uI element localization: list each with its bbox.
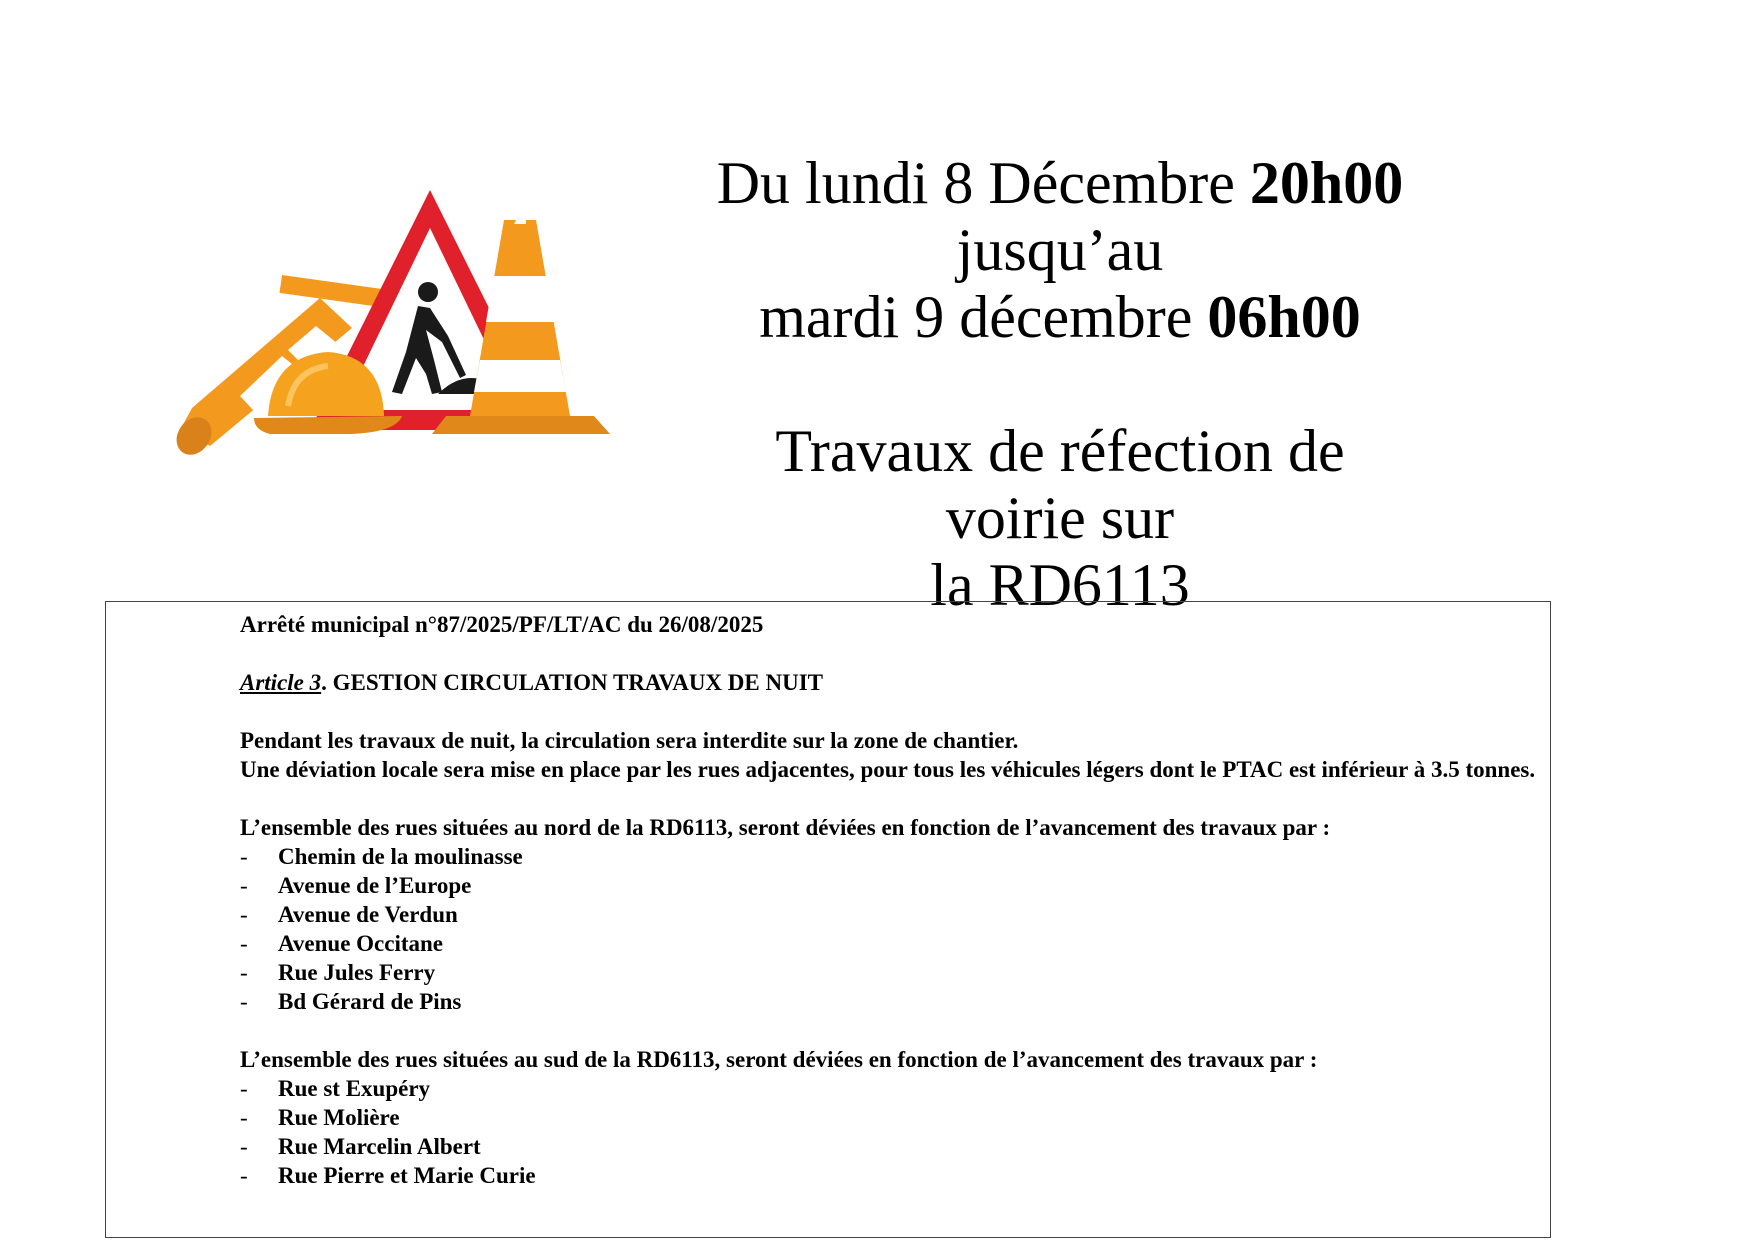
list-item: - Rue Molière bbox=[240, 1105, 400, 1130]
notice-body bbox=[240, 610, 1540, 1190]
start-date-line: Du lundi 8 Décembre 20h00 bbox=[716, 150, 1404, 216]
list-item: - Bd Gérard de Pins bbox=[240, 989, 462, 1014]
list-item: - Rue st Exupéry bbox=[240, 1076, 431, 1101]
north-street-list bbox=[240, 842, 1540, 1016]
list-item: - Chemin de la moulinasse bbox=[240, 844, 523, 869]
end-time: 06h00 bbox=[1207, 284, 1361, 350]
list-item: - Rue Marcelin Albert bbox=[240, 1134, 481, 1159]
works-title-line2: la RD6113 bbox=[930, 552, 1190, 618]
list-item: - Avenue de Verdun bbox=[240, 902, 458, 927]
decree-reference: Arrêté municipal n°87/2025/PF/LT/AC du 26/08/2025 bbox=[240, 612, 764, 637]
list-item: - Rue Jules Ferry bbox=[240, 960, 436, 985]
article-number: Article 3 bbox=[240, 670, 322, 695]
roadworks-illustration bbox=[170, 180, 690, 480]
north-detour-intro: L’ensemble des rues situées au nord de la RD6113, seront déviées en fonction de l’avancement des travaux par : bbox=[240, 815, 1331, 840]
schedule-headline bbox=[700, 150, 1420, 619]
until-line: jusqu’au bbox=[956, 217, 1164, 283]
start-time: 20h00 bbox=[1249, 150, 1404, 216]
closure-statement: Pendant les travaux de nuit, la circulation sera interdite sur la zone de chantier. bbox=[240, 728, 1019, 753]
list-item: - Avenue de l’Europe bbox=[240, 873, 472, 898]
south-street-list bbox=[240, 1074, 1540, 1190]
article-heading bbox=[240, 668, 1540, 697]
list-item: - Rue Pierre et Marie Curie bbox=[240, 1163, 536, 1188]
works-title-line1: Travaux de réfection de voirie sur bbox=[775, 418, 1345, 551]
end-date-line: mardi 9 décembre 06h00 bbox=[759, 284, 1361, 350]
south-detour-intro: L’ensemble des rues situées au sud de la RD6113, seront déviées en fonction de l’avancement des travaux par : bbox=[240, 1047, 1318, 1072]
detour-statement: Une déviation locale sera mise en place par les rues adjacentes, pour tous les véhicules légers dont le PTAC est inférieur à 3.5 tonnes. bbox=[240, 757, 1536, 782]
list-item: - Avenue Occitane bbox=[240, 931, 444, 956]
article-title: . GESTION CIRCULATION TRAVAUX DE NUIT bbox=[321, 670, 823, 695]
notice-box bbox=[105, 601, 1551, 1238]
